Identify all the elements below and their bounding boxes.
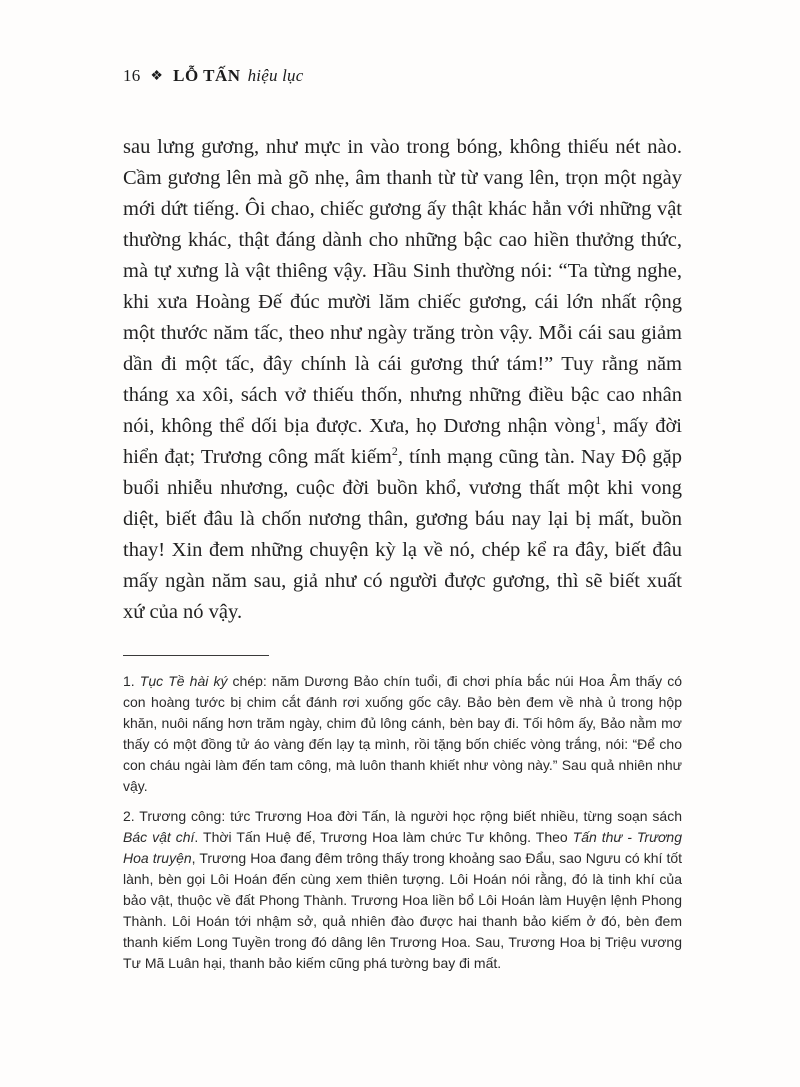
footnote-text: chép: năm Dương Bảo chín tuổi, đi chơi phía bắc núi Hoa Âm thấy có con hoàng tước bị chim cắt đánh rơi xuống gốc cây. Bảo bèn đem về nhà ủ trong hộp khăn, nuôi nấng hơn trăm ngày, chim đủ lông cánh, bèn bay đi. Tối hôm ấy, Bảo nằm mơ thấy có một đồng tử áo vàng đến lạy tạ mình, rồi tặng bốn chiếc vòng trắng, nói: “Để cho con cháu ngài làm đến tam công, mà luôn thanh khiết như vòng này.” Sau quả nhiên như vậy. bbox=[123, 673, 682, 794]
book-title: LỖ TẤN bbox=[173, 66, 241, 85]
footnotes-section bbox=[123, 671, 682, 974]
footnote-ref-2: 2 bbox=[391, 444, 398, 459]
body-segment: sau lưng gương, như mực in vào trong bóng, không thiếu nét nào. Cầm gương lên mà gõ nhẹ, âm thanh từ từ vang lên, trọn một ngày mới dứt tiếng. Ôi chao, chiếc gương ấy thật khác hẳn với những vật thường khác, thật đáng dành cho những bậc cao hiền thưởng thức, mà tự xưng là vật thiêng vậy. Hầu Sinh thường nói: “Ta từng nghe, khi xưa Hoàng Đế đúc mười lăm chiếc gương, cái lớn nhất rộng một thước năm tấc, theo như ngày trăng tròn vậy. Mỗi cái sau giảm dần đi một tấc, đây chính là cái gương thứ tám!” Tuy rằng năm tháng xa xôi, sách vở thiếu thốn, nhưng những điều bậc cao nhân nói, không thể dối bịa được. Xưa, họ Dương nhận vòng bbox=[123, 136, 682, 437]
footnote-1 bbox=[123, 671, 682, 797]
footnote-text: . Thời Tấn Huệ đế, Trương Hoa làm chức Tư không. Theo bbox=[194, 829, 573, 845]
footnote-text: 2. Trương công: tức Trương Hoa đời Tấn, là người học rộng biết nhiều, từng soạn sách bbox=[123, 808, 682, 824]
footnote-text: , Trương Hoa đang đêm trông thấy trong khoảng sao Đẩu, sao Ngưu có khí tốt lành, bèn gọi Lôi Hoán đến cùng xem thiên tượng. Lôi Hoán nói rằng, đó là tinh khí của bảo vật, thuộc về đất Phong Thành. Trương Hoa liền bổ Lôi Hoán làm Huyện lệnh Phong Thành. Lôi Hoán tới nhậm sở, quả nhiên đào được hai thanh bảo kiếm ở đó, bèn đem thanh kiếm Long Tuyền trong đó dâng lên Trương Hoa. Sau, Trương Hoa bị Triệu vương Tư Mã Luân hại, thanh bảo kiếm cũng phá tường bay đi mất. bbox=[123, 850, 683, 971]
page-header bbox=[123, 66, 682, 86]
body-segment: , tính mạng cũng tàn. Nay Độ gặp buổi nhiễu nhương, cuộc đời buồn khổ, vương thất một khi vong diệt, biết đâu là chốn nương thân, gương báu nay lại bị mất, buồn thay! Xin đem những chuyện kỳ lạ về nó, chép kể ra đây, biết đâu mấy ngàn năm sau, giả như có người được gương, thì sẽ biết xuất xứ của nó vậy. bbox=[123, 446, 682, 623]
footnote-2 bbox=[123, 806, 682, 974]
chapter-subtitle: hiệu lục bbox=[247, 66, 304, 85]
footnote-divider bbox=[123, 655, 269, 656]
footnote-ref-1: 1 bbox=[595, 413, 602, 428]
footnote-text: 1. bbox=[123, 673, 140, 689]
footnote-book-title: Tục Tề hài ký bbox=[139, 673, 228, 689]
footnote-book-title: Bác vật chí bbox=[123, 829, 195, 845]
footnote-book-title: Tấn thư - Trương Hoa truyện bbox=[123, 829, 682, 866]
ornament-icon: ❖ bbox=[150, 69, 164, 84]
page-number: 16 bbox=[123, 66, 141, 85]
body-segment: , mấy đời hiển đạt; Trương công mất kiếm bbox=[123, 415, 682, 468]
body-paragraph bbox=[123, 132, 682, 628]
